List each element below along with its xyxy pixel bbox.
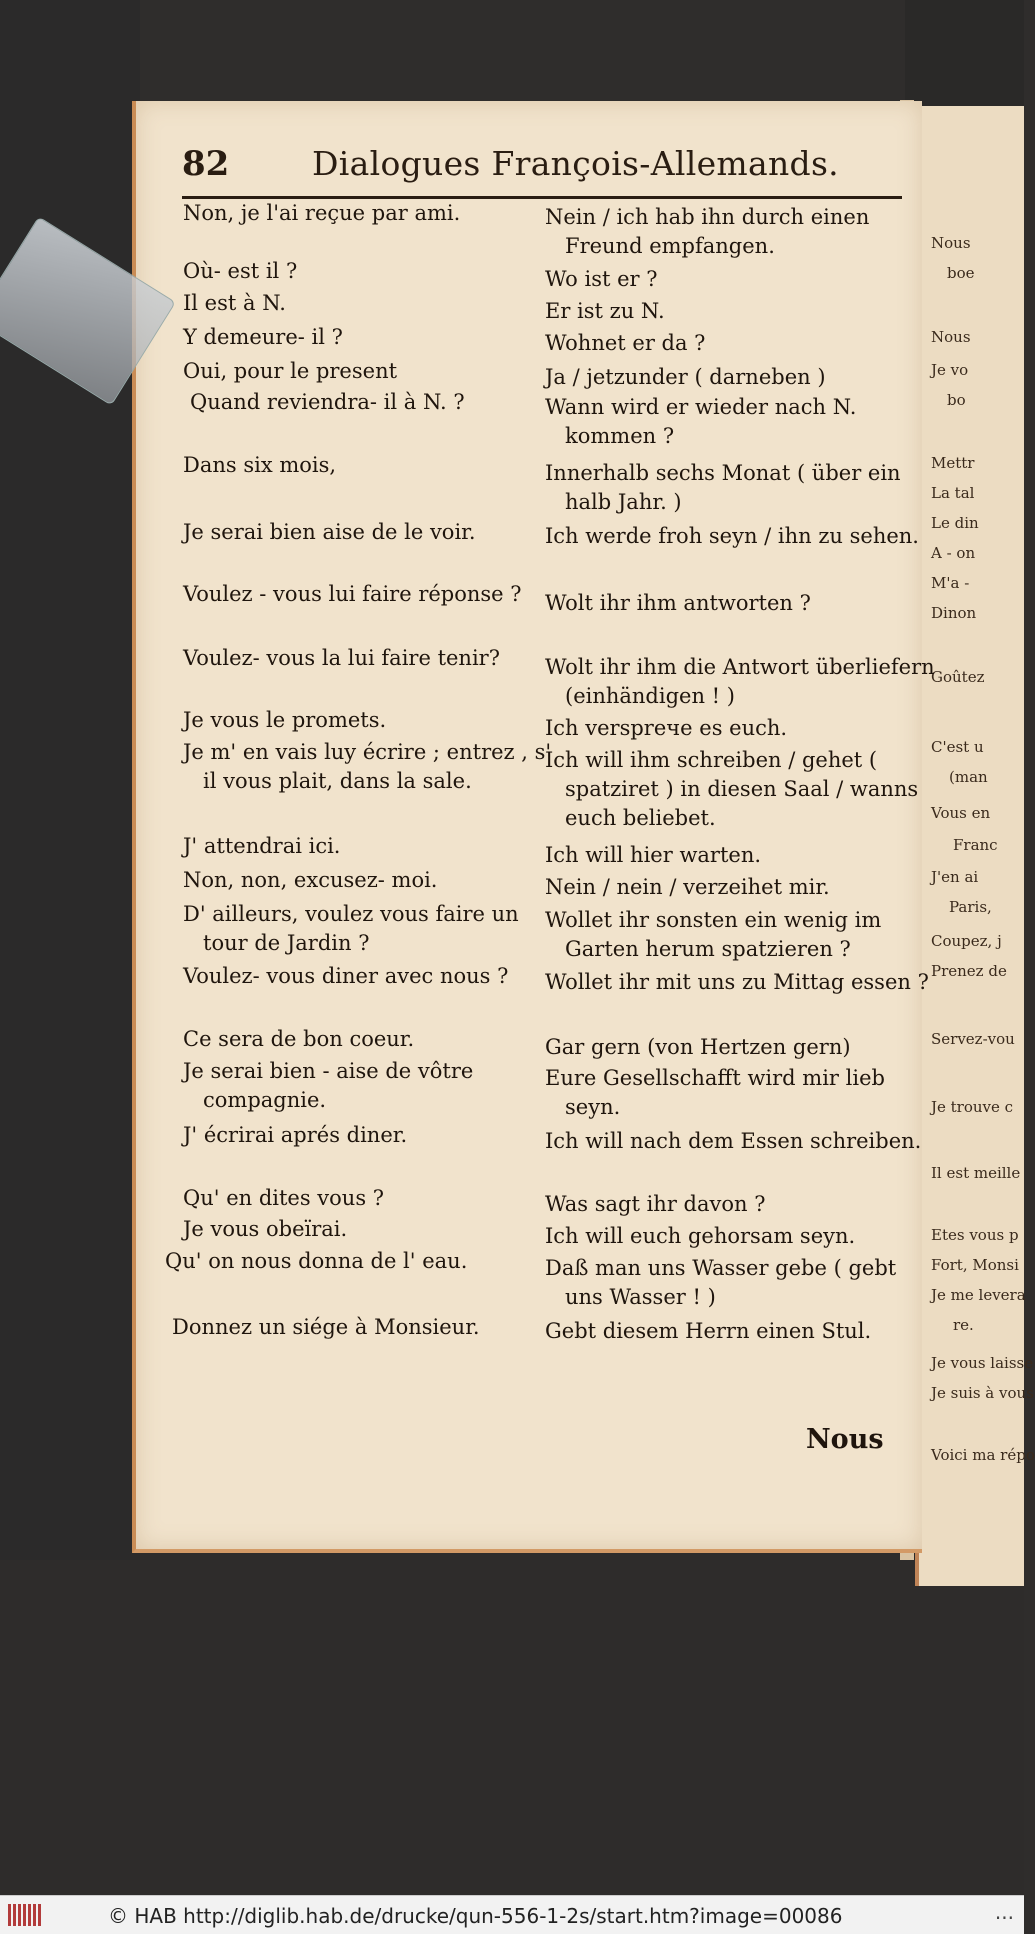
facing-page-word: Je vous laisse [931, 1354, 1034, 1372]
more-icon[interactable]: ... [994, 1900, 1014, 1924]
german-line: Wolt ihr ihm die Antwort überliefern (einhändigen ! ) [545, 655, 935, 708]
facing-page-word: (man [949, 768, 988, 786]
facing-page-word: Fort, Monsi [931, 1256, 1019, 1274]
catchword: Nous [806, 1424, 884, 1455]
german-line: Nein / ich hab ihn durch einen Freund empfangen. [545, 205, 870, 258]
facing-page-word: boe [947, 264, 975, 282]
page-header [182, 140, 912, 192]
german-line: Was sagt ihr davon ? [545, 1192, 766, 1216]
facing-page-word: J'en ai [931, 868, 979, 886]
german-line: Gar gern (von Hertzen gern) [545, 1035, 851, 1059]
french-line: Je serai bien - aise de vôtre compagnie. [183, 1059, 474, 1112]
german-line: Wolt ihr ihm antworten ? [545, 591, 811, 615]
facing-page-word: C'est u [931, 738, 984, 756]
german-line: Daß man uns Wasser gebe ( gebt uns Wasser ! ) [545, 1256, 897, 1309]
hab-logo-icon [8, 1904, 48, 1926]
facing-page-word: Goûtez [931, 668, 985, 686]
french-line: Où- est il ? [183, 259, 298, 283]
facing-page-word: A - on [931, 544, 976, 562]
facing-page-word: re. [953, 1316, 974, 1334]
french-line: J' attendrai ici. [183, 834, 341, 858]
facing-page-word: Il est meille [931, 1164, 1021, 1182]
french-line: Voulez- vous diner avec nous ? [183, 964, 509, 988]
german-line: Wohnet er da ? [545, 331, 706, 355]
facing-page-word: Franc [953, 836, 998, 854]
facing-page-word: M'a - [931, 574, 970, 592]
french-line: Oui, pour le present [183, 359, 398, 383]
facing-page-word: Vous en [931, 804, 991, 822]
facing-page-word: Dinon [931, 604, 977, 622]
facing-page-word: Le din [931, 514, 979, 532]
german-line: Eure Gesellschafft wird mir lieb seyn. [545, 1066, 885, 1119]
french-line: Quand reviendra- il à N. ? [190, 390, 465, 414]
french-line: Je serai bien aise de le voir. [183, 520, 476, 544]
french-line: D' ailleurs, voulez vous faire un tour de Jardin ? [183, 902, 519, 955]
facing-page-word: Nous [931, 234, 971, 252]
background-bottom [0, 1560, 1024, 1895]
german-line: Ich werde froh seyn / ihn zu sehen. [545, 524, 919, 548]
french-line: Voulez - vous lui faire réponse ? [183, 582, 522, 606]
facing-page-word: La tal [931, 484, 975, 502]
french-line: Y demeure- il ? [183, 325, 343, 349]
french-line: Ce sera de bon coeur. [183, 1027, 415, 1051]
french-line: Voulez- vous la lui faire tenir? [183, 646, 500, 670]
copyright-url[interactable]: © HAB http://diglib.hab.de/drucke/qun-556-1-2s/start.htm?image=00086 [108, 1904, 843, 1928]
german-line: Wollet ihr mit uns zu Mittag essen ? [545, 970, 929, 994]
german-line: Wollet ihr sonsten ein wenig im Garten herum spatzieren ? [545, 908, 882, 961]
german-line: Wann wird er wieder nach N. kommen ? [545, 395, 857, 448]
facing-page-word: Voici ma répo [931, 1446, 1035, 1464]
facing-page-word: Mettr [931, 454, 975, 472]
french-line: Non, non, excusez- moi. [183, 868, 438, 892]
french-line: Je m' en vais luy écrire ; entrez , s' il vous plait, dans la sale. [183, 740, 552, 793]
facing-page-word: Servez-vou [931, 1030, 1015, 1048]
french-line: Il est à N. [183, 291, 286, 315]
german-line: Ich will ihm schreiben / gehet ( spatziret ) in diesen Saal / wanns euch beliebet. [545, 748, 919, 830]
french-line: Donnez un siége à Monsieur. [172, 1315, 480, 1339]
facing-page-word: Coupez, j [931, 932, 1002, 950]
facing-page [915, 106, 1035, 1586]
facing-page-word: Paris, [949, 898, 992, 916]
facing-page-word: Nous [931, 328, 971, 346]
french-line: Qu' on nous donna de l' eau. [165, 1249, 468, 1273]
german-line: Ich will euch gehorsam seyn. [545, 1224, 856, 1248]
facing-page-word: Prenez de [931, 962, 1007, 980]
facing-page-word: Je vo [931, 361, 969, 379]
german-line: Innerhalb sechs Monat ( über ein halb Jahr. ) [545, 461, 901, 514]
german-line: Ich versprече es euch. [545, 716, 788, 740]
french-line: Je vous obeïrai. [183, 1217, 348, 1241]
facing-page-word: bo [947, 391, 966, 409]
running-title: Dialogues François-Allemands. [312, 144, 839, 183]
page-number: 82 [182, 144, 230, 184]
german-line: Ich will nach dem Essen schreiben. [545, 1129, 922, 1153]
french-line: Qu' en dites vous ? [183, 1186, 385, 1210]
facing-page-word: Je me levera [931, 1286, 1026, 1304]
french-line: Je vous le promets. [183, 708, 387, 732]
facing-page-word: Je suis à vous [931, 1384, 1034, 1402]
french-line: Non, je l'ai reçue par ami. [183, 201, 461, 225]
german-line: Ich will hier warten. [545, 843, 762, 867]
german-line: Gebt diesem Herrn einen Stul. [545, 1319, 872, 1343]
viewer-footer [0, 1895, 1024, 1934]
german-line: Nein / nein / verzeihet mir. [545, 875, 830, 899]
facing-page-word: Je trouve c [931, 1098, 1014, 1116]
german-line: Ja / jetzunder ( darneben ) [545, 365, 826, 389]
french-line: J' écrirai aprés diner. [183, 1123, 408, 1147]
german-line: Er ist zu N. [545, 299, 665, 323]
german-line: Wo ist er ? [545, 267, 658, 291]
facing-page-word: Etes vous p [931, 1226, 1019, 1244]
french-line: Dans six mois, [183, 453, 337, 477]
